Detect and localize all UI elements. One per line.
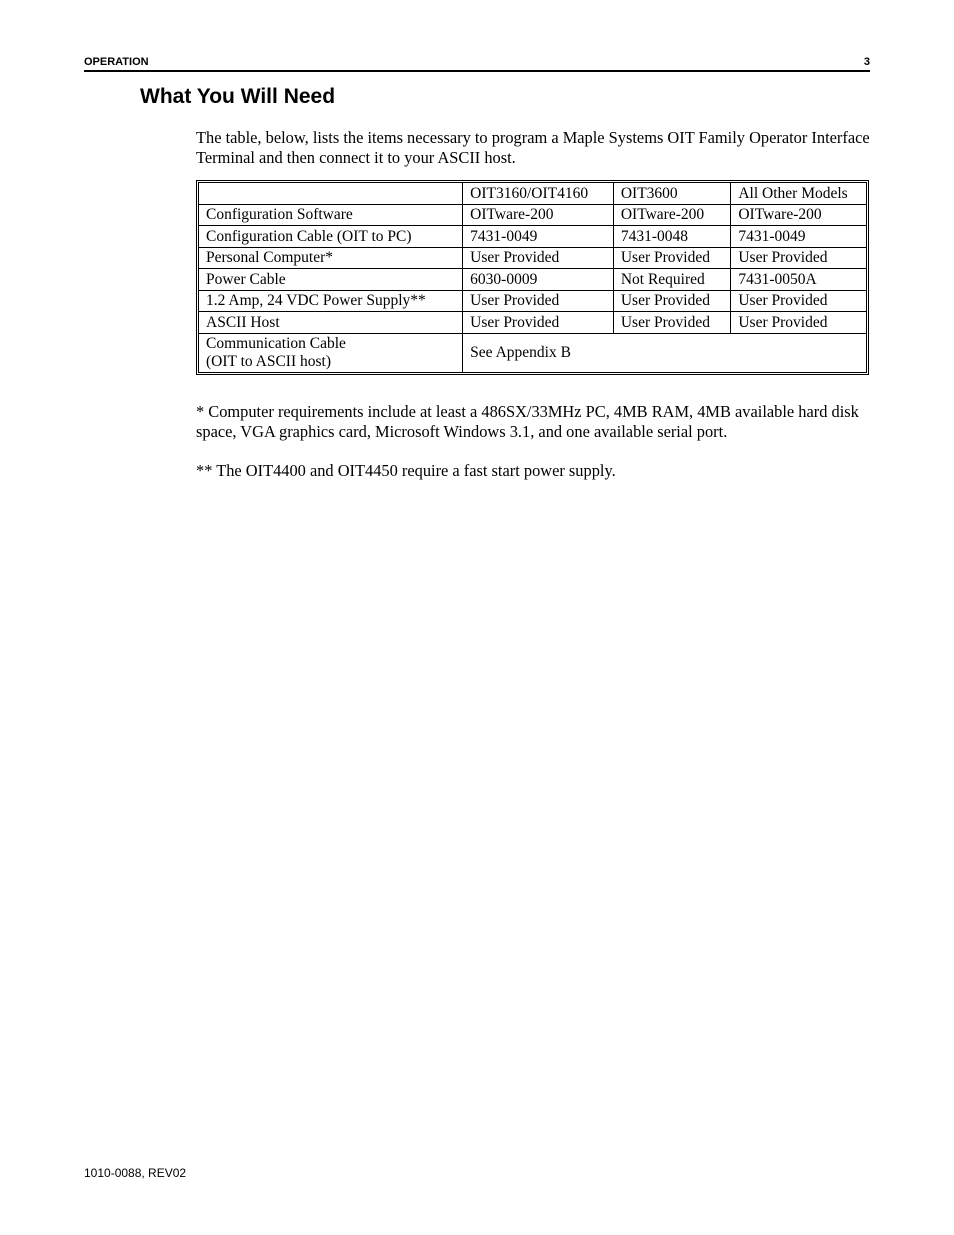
requirements-table [198, 182, 867, 373]
table-cell [199, 333, 463, 372]
table-header-cell: All Other Models [731, 183, 867, 205]
table-cell: Not Required [613, 269, 731, 291]
intro-paragraph: The table, below, lists the items necessary to program a Maple Systems OIT Family Operator Interface Terminal and then connect it to your ASCII host. [196, 128, 870, 167]
page-title: What You Will Need [140, 85, 336, 108]
table-row [199, 312, 867, 334]
table-cell: See Appendix B [463, 333, 867, 372]
table-row [199, 333, 867, 372]
table-cell: User Provided [463, 247, 614, 269]
table-cell: 7431-0048 [613, 226, 731, 248]
table-row [199, 226, 867, 248]
table-header-cell [199, 183, 463, 205]
table-cell: Configuration Cable (OIT to PC) [199, 226, 463, 248]
table-cell: 1.2 Amp, 24 VDC Power Supply** [199, 290, 463, 312]
table-cell: User Provided [731, 247, 867, 269]
table-cell: User Provided [731, 290, 867, 312]
table-cell-line: (OIT to ASCII host) [206, 352, 332, 370]
computer-requirements-note: * Computer requirements include at least a 486SX/33MHz PC, 4MB RAM, 4MB available hard disk space, VGA graphics card, Microsoft Windows 3.1, and one available serial port. [196, 402, 859, 441]
table-row [199, 290, 867, 312]
table-cell: Configuration Software [199, 204, 463, 226]
table-cell: Personal Computer* [199, 247, 463, 269]
table-cell: Power Cable [199, 269, 463, 291]
table-cell-line: Communication Cable [206, 335, 346, 352]
table-cell: User Provided [463, 290, 614, 312]
table-row [199, 269, 867, 291]
document-revision: 1010-0088, REV02 [84, 1166, 187, 1180]
table-cell: 6030-0009 [463, 269, 614, 291]
table-cell: User Provided [613, 290, 731, 312]
table-cell: ASCII Host [199, 312, 463, 334]
table-cell: User Provided [613, 312, 731, 334]
section-label: OPERATION [84, 56, 149, 68]
table-cell: OITware-200 [613, 204, 731, 226]
table-cell: User Provided [613, 247, 731, 269]
table-row [199, 247, 867, 269]
table-row [199, 204, 867, 226]
table-header-cell: OIT3160/OIT4160 [463, 183, 614, 205]
table-header-cell: OIT3600 [613, 183, 731, 205]
table-cell: User Provided [731, 312, 867, 334]
requirements-table-frame [196, 180, 869, 375]
table-header-row [199, 183, 867, 205]
table-cell: 7431-0049 [463, 226, 614, 248]
table-cell: User Provided [463, 312, 614, 334]
table-cell: 7431-0050A [731, 269, 867, 291]
table-cell: OITware-200 [731, 204, 867, 226]
page-number: 3 [863, 56, 870, 68]
power-supply-note: ** The OIT4400 and OIT4450 require a fast start power supply. [196, 461, 616, 480]
table-cell: 7431-0049 [731, 226, 867, 248]
table-cell: OITware-200 [463, 204, 614, 226]
page-header [84, 56, 870, 72]
